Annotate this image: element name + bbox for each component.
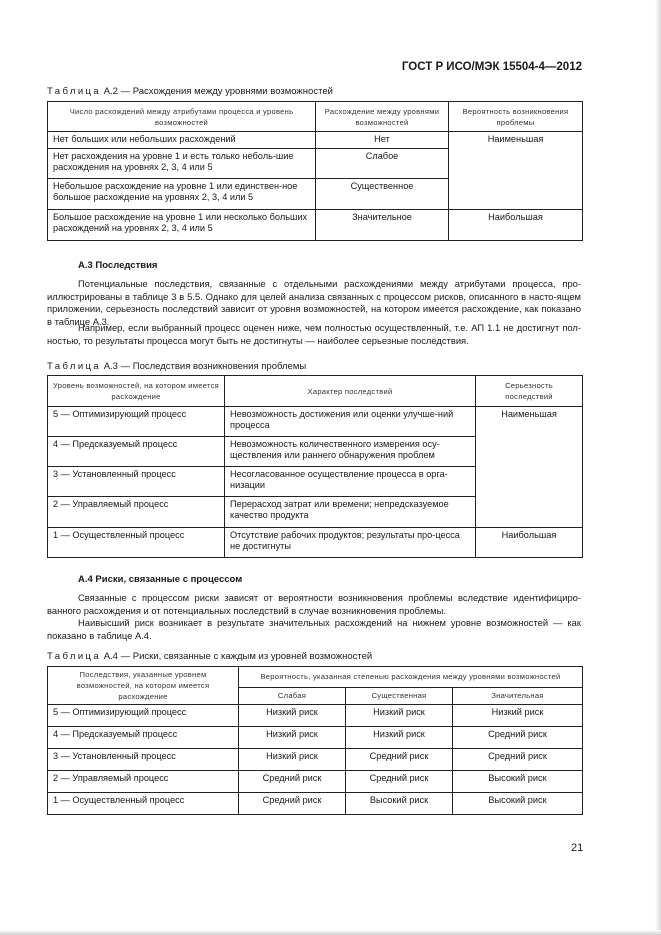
- page-bottom-shadow: [0, 930, 661, 935]
- header-cell: Последствия, указанные уровнем возможностей, на котором имеется расхождение: [48, 667, 239, 705]
- caption-prefix: Таблица: [47, 86, 102, 97]
- table-header-row: [48, 376, 583, 407]
- level-cell: 3 — Установленный процесс: [48, 467, 225, 497]
- level-cell: 1 — Осуществленный процесс: [48, 528, 225, 558]
- table-row: [48, 528, 583, 558]
- count-cell: Нет расхождения на уровне 1 и есть только неболь-шие расхождения на уровнях 2, 3, 4 или 5: [48, 149, 316, 179]
- table-row: [48, 132, 583, 149]
- risk-cell: Средний риск: [239, 793, 346, 815]
- level-cell: 4 — Предсказуемый процесс: [48, 727, 239, 749]
- count-cell: Небольшое расхождение на уровне 1 или единствен-ное большое расхождение на уровнях 2, 3, 4 или 5: [48, 179, 316, 210]
- table-row: [48, 793, 583, 815]
- header-cell: Характер последствий: [225, 376, 476, 407]
- document-header: ГОСТ Р ИСО/МЭК 15504-4—2012: [401, 61, 582, 73]
- table-a3: [47, 375, 583, 558]
- probability-cell: Наименьшая: [449, 132, 583, 210]
- section-a3-title: А.3 Последствия: [78, 260, 158, 271]
- nature-cell: Отсутствие рабочих продуктов; результаты про-цесса не достигнуты: [225, 528, 476, 558]
- page-edge-shadow: [655, 0, 661, 935]
- header-cell: Существенная: [346, 687, 453, 704]
- divergence-cell: Существенное: [316, 179, 449, 210]
- section-a4-paragraph: Связанные с процессом риски зависят от вероятности возникновения проблемы вследствие идентифициро-ванного расхождения и от потенциальных последствий в случае возникновения проблемы.: [47, 592, 581, 616]
- severity-cell: Наибольшая: [476, 528, 583, 558]
- risk-cell: Низкий риск: [346, 705, 453, 727]
- count-cell: Большое расхождение на уровне 1 или несколько больших расхождений на уровнях 2, 3, 4 или 5: [48, 210, 316, 241]
- nature-cell: Несогласованное осуществление процесса в орга-низации: [225, 467, 476, 497]
- header-cell: Вероятность возникновения проблемы: [449, 102, 583, 132]
- header-cell: Число расхождений между атрибутами процесса и уровень возможностей: [48, 102, 316, 132]
- page-number: 21: [571, 842, 584, 854]
- level-cell: 5 — Оптимизирующий процесс: [48, 407, 225, 437]
- table-header-row: [48, 102, 583, 132]
- risk-cell: Средний риск: [453, 727, 583, 749]
- severity-cell: Наименьшая: [476, 407, 583, 528]
- count-cell: Нет больших или небольших расхождений: [48, 132, 316, 149]
- risk-cell: Низкий риск: [239, 705, 346, 727]
- risk-cell: Средний риск: [453, 749, 583, 771]
- level-cell: 2 — Управляемый процесс: [48, 771, 239, 793]
- table-a4-caption: [47, 651, 372, 662]
- caption-text: А.4 — Риски, связанные с каждым из уровней возможностей: [101, 651, 373, 662]
- header-cell: Слабая: [239, 687, 346, 704]
- header-cell: Значительная: [453, 687, 583, 704]
- caption-text: А.2 — Расхождения между уровнями возможностей: [101, 86, 333, 97]
- header-cell: Расхождение между уровнями возможностей: [316, 102, 449, 132]
- section-a4-paragraph: Наивысший риск возникает в результате значительных расхождений на нижнем уровне возможностей — как показано в таблице А.4.: [47, 617, 581, 641]
- risk-cell: Средний риск: [346, 771, 453, 793]
- header-cell: Серьезность последствий: [476, 376, 583, 407]
- divergence-cell: Слабое: [316, 149, 449, 179]
- risk-cell: Средний риск: [239, 771, 346, 793]
- table-row: [48, 705, 583, 727]
- section-a3-paragraph: Например, если выбранный процесс оценен ниже, чем полностью осуществленный, т.е. АП 1.1 не достигнут пол-ностью, то результаты процесса могут быть не достигнуты — наиболее серьезные последствия.: [47, 322, 581, 346]
- risk-cell: Низкий риск: [453, 705, 583, 727]
- header-cell: Вероятность, указанная степенью расхождения между уровнями возможностей: [239, 667, 583, 688]
- probability-cell: Наибольшая: [449, 210, 583, 241]
- table-row: [48, 407, 583, 437]
- caption-prefix: Таблица: [47, 651, 102, 662]
- table-row: [48, 749, 583, 771]
- section-a3-paragraph: Потенциальные последствия, связанные с отдельными расхождениями между атрибутами процесса, про-иллюстрированы в таблице 3 в 5.5. Однако для целей анализа связанных с процессом рисков, описанного в насто-ящем приложении, серьезность последствий зависит от уровня возможностей, на котором имеется расхождение, как показано в таблице А.3.: [47, 278, 581, 327]
- table-row: [48, 727, 583, 749]
- risk-cell: Высокий риск: [453, 771, 583, 793]
- risk-cell: Низкий риск: [346, 727, 453, 749]
- level-cell: 1 — Осуществленный процесс: [48, 793, 239, 815]
- caption-text: А.3 — Последствия возникновения проблемы: [101, 361, 307, 372]
- level-cell: 4 — Предсказуемый процесс: [48, 437, 225, 467]
- table-a2-caption: [47, 86, 333, 97]
- table-a2: [47, 101, 583, 241]
- risk-cell: Высокий риск: [346, 793, 453, 815]
- table-a3-caption: [47, 361, 306, 372]
- divergence-cell: Значительное: [316, 210, 449, 241]
- caption-prefix: Таблица: [47, 361, 102, 372]
- divergence-cell: Нет: [316, 132, 449, 149]
- section-a4-title: А.4 Риски, связанные с процессом: [78, 574, 243, 585]
- level-cell: 5 — Оптимизирующий процесс: [48, 705, 239, 727]
- table-row: [48, 210, 583, 241]
- level-cell: 2 — Управляемый процесс: [48, 497, 225, 528]
- risk-cell: Низкий риск: [239, 727, 346, 749]
- nature-cell: Невозможность достижения или оценки улучше-ний процесса: [225, 407, 476, 437]
- table-header-row: [48, 667, 583, 688]
- nature-cell: Невозможность количественного измерения осу-ществления или раннего обнаружения проблем: [225, 437, 476, 467]
- header-cell: Уровень возможностей, на котором имеется расхождение: [48, 376, 225, 407]
- level-cell: 3 — Установленный процесс: [48, 749, 239, 771]
- nature-cell: Перерасход затрат или времени; непредсказуемое качество продукта: [225, 497, 476, 528]
- risk-cell: Низкий риск: [239, 749, 346, 771]
- table-row: [48, 771, 583, 793]
- table-a4: [47, 666, 583, 815]
- risk-cell: Высокий риск: [453, 793, 583, 815]
- risk-cell: Средний риск: [346, 749, 453, 771]
